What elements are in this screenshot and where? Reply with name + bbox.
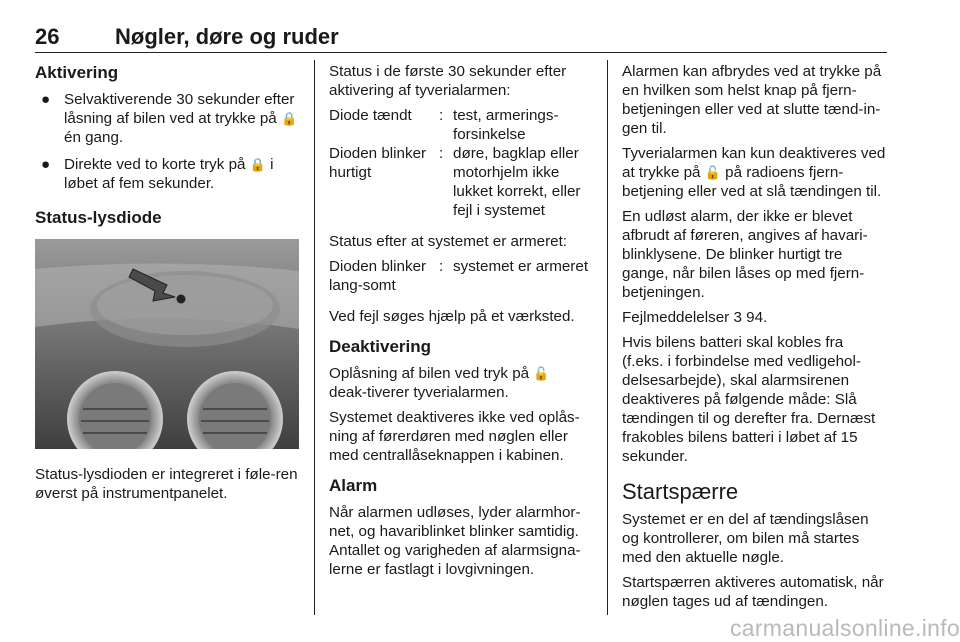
column-middle (329, 62, 591, 585)
table-cell-label: Diode tændt (329, 107, 412, 124)
bullet-item (35, 155, 300, 193)
section-heading-startspaerre: Startspærre (622, 479, 739, 504)
status-table (329, 257, 591, 295)
paragraph: Systemet er en del af tændingslåsen og kontrollerer, om bilen må startes med den aktuelle nøgle. (622, 511, 869, 566)
table-cell-colon: : (439, 258, 444, 275)
table-cell-value: døre, bagklap eller motorhjelm ikke lukket korrekt, eller fejl i systemet (453, 145, 581, 219)
bullet-item (35, 90, 300, 147)
paragraph (329, 364, 591, 402)
table-row (329, 106, 591, 144)
table-cell-colon: : (439, 107, 444, 124)
bullet-text: én gang. (64, 129, 124, 146)
page-reference-icon: 3 (733, 309, 742, 326)
page-number: 26 (35, 24, 60, 49)
column-right (622, 62, 888, 617)
paragraph-text: Tyverialarmen kan kun deaktiveres ved at trykke på (622, 145, 886, 181)
unlock-icon: 🔓 (533, 366, 550, 381)
table-cell-value: systemet er armeret (453, 258, 589, 275)
lock-icon: 🔒 (281, 111, 298, 126)
photo-caption: Status-lysdioden er integreret i føle-ren øverst på instrumentpanelet. (35, 466, 298, 502)
page-title: Nøgler, døre og ruder (115, 24, 339, 49)
section-heading-deaktivering: Deaktivering (329, 337, 432, 356)
dashboard-photo (35, 239, 299, 449)
paragraph (622, 144, 888, 201)
column-divider (314, 60, 315, 615)
paragraph-text: deak-tiverer tyverialarmen. (329, 384, 509, 401)
paragraph (622, 308, 888, 327)
bullet-text: i løbet af fem sekunder. (64, 156, 274, 192)
paragraph: Status efter at systemet er armeret: (329, 233, 568, 250)
status-table (329, 106, 591, 220)
paragraph: Systemet deaktiveres ikke ved oplås-ning af førerdøren med nøglen eller med centrallåseknappen i kabinen. (329, 409, 580, 464)
paragraph: Status i de første 30 sekunder efter aktivering af tyverialarmen: (329, 63, 567, 99)
page-header (35, 22, 887, 53)
section-heading-status: Status-lysdiode (35, 208, 162, 227)
page-reference[interactable]: 94. (746, 309, 768, 326)
table-cell-colon: : (439, 145, 444, 162)
lock-icon: 🔒 (249, 157, 266, 172)
section-heading-alarm: Alarm (329, 476, 378, 495)
paragraph-text: Oplåsning af bilen ved tryk på (329, 365, 530, 382)
paragraph: Når alarmen udløses, lyder alarmhor-net, og havariblinket blinker samtidig. Antallet og varigheden af alarmsigna-lerne er fastlagt i lovgivningen. (329, 504, 581, 578)
bullet-dot-icon: ● (41, 91, 51, 108)
paragraph: Ved fejl søges hjælp på et værksted. (329, 308, 575, 325)
table-row (329, 257, 591, 295)
unlock-icon: 🔓 (704, 165, 721, 180)
paragraph: Alarmen kan afbrydes ved at trykke på en hvilken som helst knap på fjern-betjeningen eller ved at slutte tænd-in-gen til. (622, 63, 882, 137)
bullet-text: Direkte ved to korte tryk på (64, 156, 246, 173)
table-cell-label: Dioden blinker lang-somt (329, 258, 427, 294)
table-cell-value: test, armerings-forsinkelse (453, 107, 559, 143)
bullet-dot-icon: ● (41, 156, 51, 173)
paragraph: En udløst alarm, der ikke er blevet afbrudt af føreren, angives af havari-blinklysene. De blinker hurtigt tre gange, når bilen låses op med fjern-betjeningen. (622, 208, 868, 301)
column-left (35, 62, 300, 509)
paragraph-text: Fejlmeddelelser (622, 309, 730, 326)
paragraph: Startspærren aktiveres automatisk, når nøglen tages ud af tændingen. (622, 574, 884, 610)
paragraph: Hvis bilens batteri skal kobles fra (f.eks. i forbindelse med vedligehol-delsesarbejde), skal alarmsirenen deaktiveres på følgende måde: Slå tændingen til og derefter fra. Dernæst frakobles bilens batteri i løbet af 15 sekunder. (622, 334, 876, 465)
bullet-text: Selvaktiverende 30 sekunder efter låsning af bilen ved at trykke på (64, 91, 295, 127)
paragraph-text: på radioens fjern-betjening eller ved at slå tændingen til. (622, 164, 882, 200)
watermark: carmanualsonline.info (729, 615, 960, 641)
column-divider (607, 60, 608, 615)
section-heading-aktivering: Aktivering (35, 63, 119, 82)
table-cell-label: Dioden blinker hurtigt (329, 145, 427, 181)
table-row (329, 144, 591, 220)
